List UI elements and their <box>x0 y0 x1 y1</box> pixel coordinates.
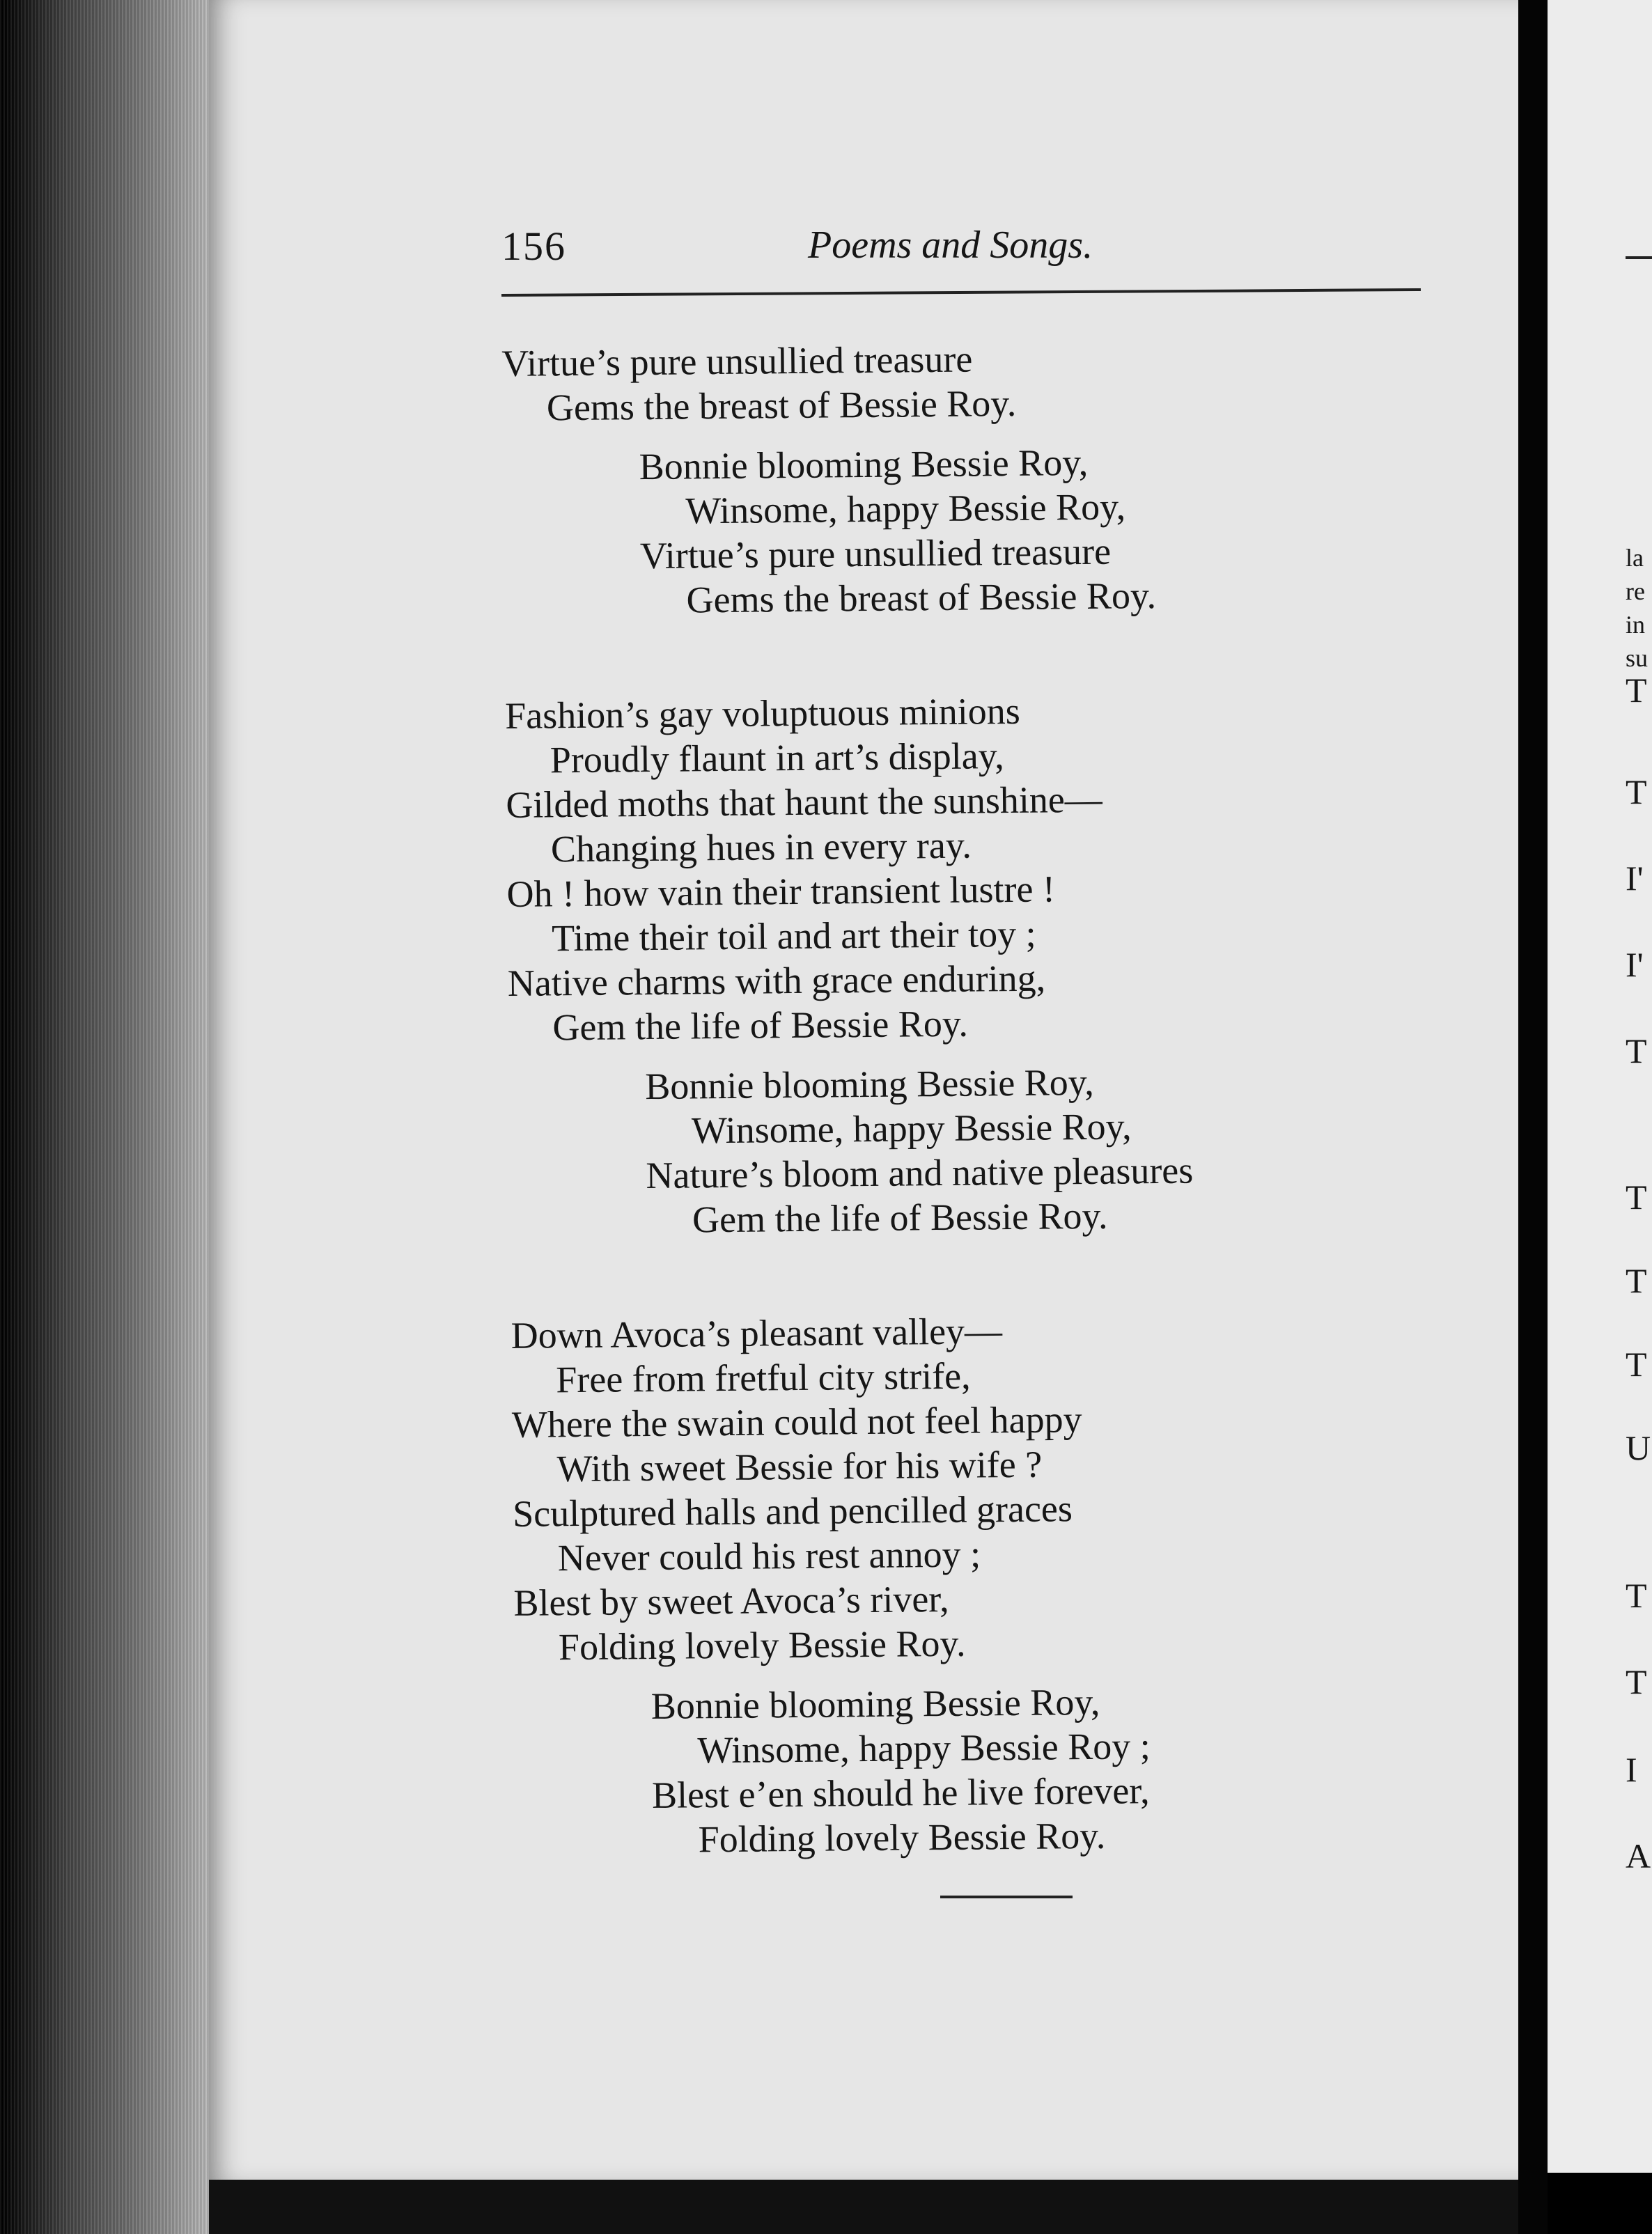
verse-line: Virtue’s pure unsullied treasure <box>501 338 973 384</box>
page-header <box>501 223 1421 279</box>
adjacent-fragment: su <box>1626 644 1649 672</box>
adjacent-fragment: re <box>1626 577 1645 605</box>
verse-line: Oh ! how vain their transient lustre ! <box>506 868 1056 915</box>
adjacent-fragment: I' <box>1626 859 1644 898</box>
chorus-line: Gem the life of Bessie Roy. <box>692 1194 1108 1241</box>
page-bottom-shadow <box>209 2180 1518 2234</box>
verse-line: Changing hues in every ray. <box>550 824 972 870</box>
chorus-line: Virtue’s pure unsullied treasure <box>639 530 1112 577</box>
adjacent-header-rule <box>1626 256 1652 259</box>
chorus-line: Bonnie blooming Bessie Roy, <box>644 1061 1095 1108</box>
verse-line: Free from fretful city strife, <box>556 1354 971 1401</box>
adjacent-fragment: T <box>1626 671 1647 710</box>
stanza-3 <box>511 1304 1491 1863</box>
verse-line: Gem the life of Bessie Roy. <box>552 1002 969 1049</box>
verse-line: Gems the breast of Bessie Roy. <box>546 382 1017 429</box>
verse-line: Folding lovely Bessie Roy. <box>558 1622 966 1669</box>
adjacent-fragment: T <box>1626 1261 1647 1300</box>
adjacent-fragment: I <box>1626 1750 1637 1789</box>
chorus-line: Winsome, happy Bessie Roy, <box>691 1105 1132 1152</box>
adjacent-fragment: T <box>1626 1178 1647 1217</box>
page-number: 156 <box>501 224 566 269</box>
verse-line: Time their toil and art their toy ; <box>551 912 1036 960</box>
chorus-line: Winsome, happy Bessie Roy ; <box>697 1725 1151 1772</box>
book-page-edges <box>0 0 223 2234</box>
adjacent-fragment: T <box>1626 1662 1647 1701</box>
verse-line: Blest by sweet Avoca’s river, <box>513 1577 949 1624</box>
chorus-line: Bonnie blooming Bessie Roy, <box>639 441 1089 488</box>
verse-line: Where the swain could not feel happy <box>511 1398 1082 1446</box>
adjacent-fragment: in <box>1626 611 1646 639</box>
chorus-line: Nature’s bloom and native pleasures <box>646 1149 1194 1197</box>
chorus-line: Bonnie blooming Bessie Roy, <box>650 1680 1100 1728</box>
end-rule <box>940 1896 1073 1898</box>
stanza-1 <box>501 332 1479 624</box>
verse-line: Proudly flaunt in art’s display, <box>550 735 1004 781</box>
verse-line: Gilded moths that haunt the sunshine— <box>506 778 1103 826</box>
adjacent-fragment: T <box>1626 1031 1647 1070</box>
adjacent-fragment: la <box>1626 544 1644 572</box>
verse-line: Native charms with grace enduring, <box>507 957 1046 1004</box>
verse-line: Down Avoca’s pleasant valley— <box>511 1310 1003 1357</box>
chorus-line: Blest e’en should he live forever, <box>651 1770 1150 1817</box>
verse-line: With sweet Bessie for his wife ? <box>556 1443 1043 1490</box>
adjacent-fragment: U <box>1626 1428 1651 1467</box>
stanza-2 <box>505 685 1486 1244</box>
adjacent-fragment: I' <box>1626 945 1644 984</box>
poem-body <box>501 332 1491 1864</box>
adjacent-fragment: T <box>1626 1345 1647 1384</box>
adjacent-fragment: T <box>1626 772 1647 811</box>
running-head: Poems and Songs. <box>808 224 1093 267</box>
verse-line: Never could his rest annoy ; <box>557 1533 981 1579</box>
adjacent-fragment: T <box>1626 1576 1647 1615</box>
verse-line: Sculptured halls and pencilled graces <box>512 1487 1073 1535</box>
chorus-line: Winsome, happy Bessie Roy, <box>685 485 1126 532</box>
chorus-line: Gems the breast of Bessie Roy. <box>686 574 1157 621</box>
adjacent-fragment: A <box>1626 1836 1651 1875</box>
book-gutter <box>1518 0 1548 2234</box>
verse-line: Fashion’s gay voluptuous minions <box>504 689 1020 737</box>
chorus-line: Folding lovely Bessie Roy. <box>698 1814 1106 1861</box>
